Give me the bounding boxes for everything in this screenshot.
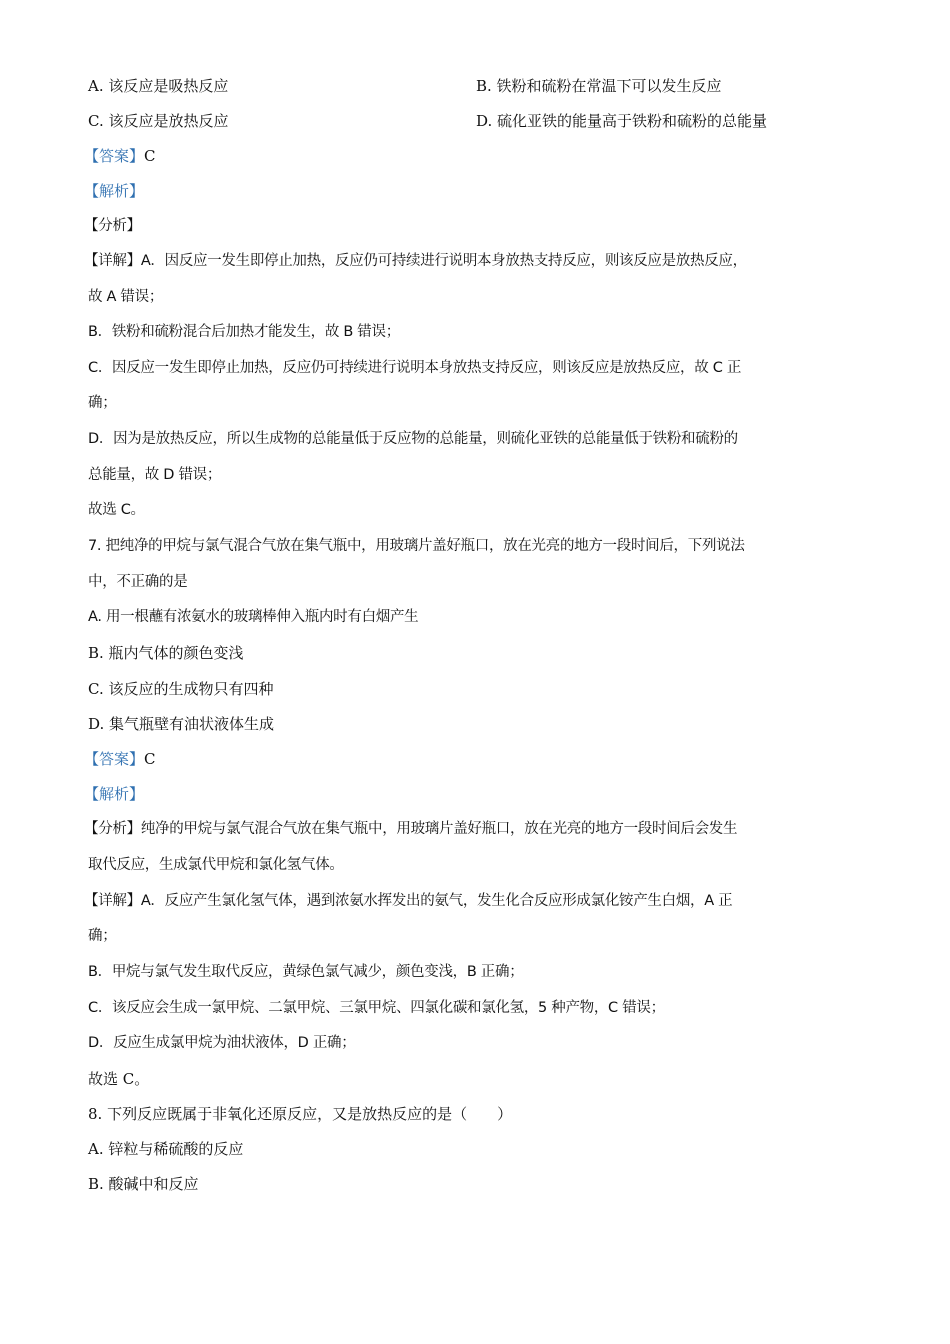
fenxi-text: 纯净的甲烷与氯气混合气放在集气瓶中，用玻璃片盖好瓶口，放在光亮的地方一段时间后会发生 — [140, 821, 738, 837]
detail-tag: 【详解】 — [84, 893, 141, 909]
q6-detail-line-4: C．因反应一发生即停止加热，反应仍可持续进行说明本身放热支持反应，则该反应是放热反应，故 C 正 — [88, 360, 742, 376]
q7-stem-line-2: 中，不正确的是 — [88, 574, 188, 590]
q7-detail-line-2: 确； — [88, 928, 117, 944]
q6-detail-line-3: B．铁粉和硫粉混合后加热才能发生，故 B 错误； — [88, 324, 400, 340]
q6-analysis-tag: 【解析】 — [84, 182, 145, 200]
q7-answer — [84, 749, 156, 769]
q7-option-c: C. 该反应的生成物只有四种 — [88, 680, 274, 698]
answer-value: C — [144, 147, 156, 165]
answer-value: C — [144, 750, 156, 768]
answer-tag: 【答案】 — [84, 750, 145, 768]
detail-tag: 【详解】 — [84, 253, 141, 269]
q6-detail-line-5: 确； — [88, 395, 117, 411]
q8-option-a: A. 锌粒与稀硫酸的反应 — [88, 1140, 244, 1158]
q6-fenxi-tag: 【分析】 — [84, 218, 141, 234]
q7-detail-line-3: B．甲烷与氯气发生取代反应，黄绿色氯气减少，颜色变浅，B 正确； — [88, 964, 524, 980]
q6-answer — [84, 146, 156, 166]
detail-text: A．因反应一发生即停止加热，反应仍可持续进行说明本身放热支持反应，则该反应是放热反应， — [140, 253, 747, 269]
q7-analysis-tag: 【解析】 — [84, 785, 145, 803]
q7-detail-line-6: 故选 C。 — [88, 1070, 150, 1088]
q6-option-d: D. 硫化亚铁的能量高于铁粉和硫粉的总能量 — [476, 112, 768, 130]
q7-option-a: A. 用一根蘸有浓氨水的玻璃棒伸入瓶内时有白烟产生 — [88, 609, 419, 625]
q7-detail-line-1 — [84, 891, 732, 911]
answer-tag: 【答案】 — [84, 147, 145, 165]
q6-detail-line-6: D．因为是放热反应，所以生成物的总能量低于反应物的总能量，则硫化亚铁的总能量低于铁粉和硫粉的 — [88, 431, 738, 447]
q6-detail-line-8: 故选 C。 — [88, 502, 145, 518]
q7-detail-line-4: C．该反应会生成一氯甲烷、二氯甲烷、三氯甲烷、四氯化碳和氯化氢，5 种产物，C 错误； — [88, 1000, 665, 1016]
q7-stem-line-1: 7. 把纯净的甲烷与氯气混合气放在集气瓶中，用玻璃片盖好瓶口，放在光亮的地方一段时间后，下列说法 — [88, 538, 745, 554]
q7-option-b: B. 瓶内气体的颜色变浅 — [88, 644, 244, 662]
q6-detail-line-2: 故 A 错误； — [88, 289, 164, 305]
fenxi-tag: 【分析】 — [84, 821, 141, 837]
q7-detail-line-5: D．反应生成氯甲烷为油状液体，D 正确； — [88, 1035, 356, 1051]
q6-option-a: A. 该反应是吸热反应 — [88, 77, 229, 95]
q7-fenxi-line-1 — [84, 819, 737, 839]
q6-option-b: B. 铁粉和硫粉在常温下可以发生反应 — [476, 77, 722, 95]
q8-option-b: B. 酸碱中和反应 — [88, 1175, 199, 1193]
q8-stem: 8. 下列反应既属于非氧化还原反应，又是放热反应的是（ ） — [88, 1105, 513, 1123]
q6-option-c: C. 该反应是放热反应 — [88, 112, 229, 130]
q7-fenxi-line-2: 取代反应，生成氯代甲烷和氯化氢气体。 — [88, 857, 344, 873]
q7-option-d: D. 集气瓶壁有油状液体生成 — [88, 715, 275, 733]
detail-text: A．反应产生氯化氢气体，遇到浓氨水挥发出的氨气，发生化合反应形成氯化铵产生白烟，A 正 — [140, 893, 733, 909]
q6-detail-line-1 — [84, 251, 747, 271]
q6-detail-line-7: 总能量，故 D 错误； — [88, 467, 222, 483]
